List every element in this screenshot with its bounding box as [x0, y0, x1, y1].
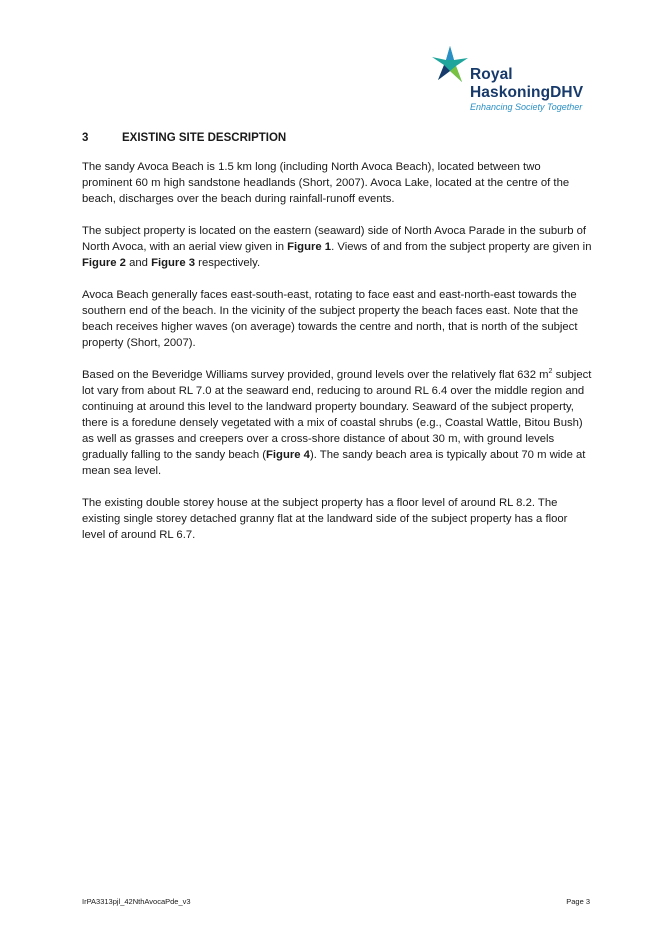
figure-3-reference: Figure 3: [151, 257, 196, 269]
superscript-2: 2: [548, 368, 553, 375]
paragraph-4: [82, 367, 592, 479]
figure-4-reference: Figure 4: [266, 449, 310, 461]
section-number: 3: [82, 132, 89, 144]
footer-page-number: Page 3: [566, 897, 590, 906]
paragraph-2-text-c: and: [125, 257, 152, 269]
section-heading: [82, 131, 286, 145]
document-body: [82, 159, 592, 559]
paragraph-3: Avoca Beach generally faces east-south-east, rotating to face east and east-north-east towards the southern end of the beach. In the vicinity of the subject property the beach faces east. Note that the beach receives higher waves (on average) towards the centre and north, that is north of the subject property (Short, 2007).: [82, 289, 579, 349]
paragraph-1: The sandy Avoca Beach is 1.5 km long (including North Avoca Beach), located between two prominent 60 m high sandstone headlands (Short, 2007). Avoca Lake, located at the centre of the beach, discharges over the beach during rainfall-runoff events.: [82, 161, 570, 205]
logo-text-haskoningdhv: HaskoningDHV: [470, 84, 584, 101]
section-title: EXISTING SITE DESCRIPTION: [122, 132, 287, 144]
paragraph-5: The existing double storey house at the subject property has a floor level of around RL 8.2. The existing single storey detached granny flat at the landward side of the subject property has a floor level of around RL 6.7.: [82, 497, 568, 541]
logo-tagline: Enhancing Society Together: [470, 102, 583, 112]
paragraph-4-text-c: ). The sandy beach area is typically about 70 m wide at mean sea level.: [82, 449, 586, 477]
figure-1-reference: Figure 1: [287, 241, 332, 253]
paragraph-2-text-d: respectively.: [195, 257, 261, 269]
paragraph-2-text-b: . Views of and from the subject property are given in: [331, 241, 592, 253]
paragraph-2: [82, 223, 592, 271]
figure-2-reference: Figure 2: [82, 257, 126, 269]
company-logo: [430, 44, 600, 116]
paragraph-4-text-a: Based on the Beveridge Williams survey provided, ground levels over the relatively flat 632 m: [82, 369, 549, 381]
footer-document-reference: IrPA3313pjl_42NthAvocaPde_v3: [82, 897, 191, 906]
logo-text-royal: Royal: [470, 66, 513, 83]
paragraph-4-text-b: subject lot vary from about RL 7.0 at the seaward end, reducing to around RL 6.4 over the middle region and continuing at around this level to the landward property boundary. Seaward of the subject property, there is a foredune densely vegetated with a mix of coastal shrubs (e.g., Coastal Wattle, Bitou Bush) as well as grasses and creepers over a cross-shore distance of about 30 m, with ground levels gradually falling to the sandy beach (: [82, 369, 592, 461]
paragraph-2-text-a: The subject property is located on the eastern (seaward) side of North Avoca Parade in the suburb of North Avoca, with an aerial view given in: [82, 225, 587, 253]
starfish-logo-icon: [430, 44, 470, 88]
